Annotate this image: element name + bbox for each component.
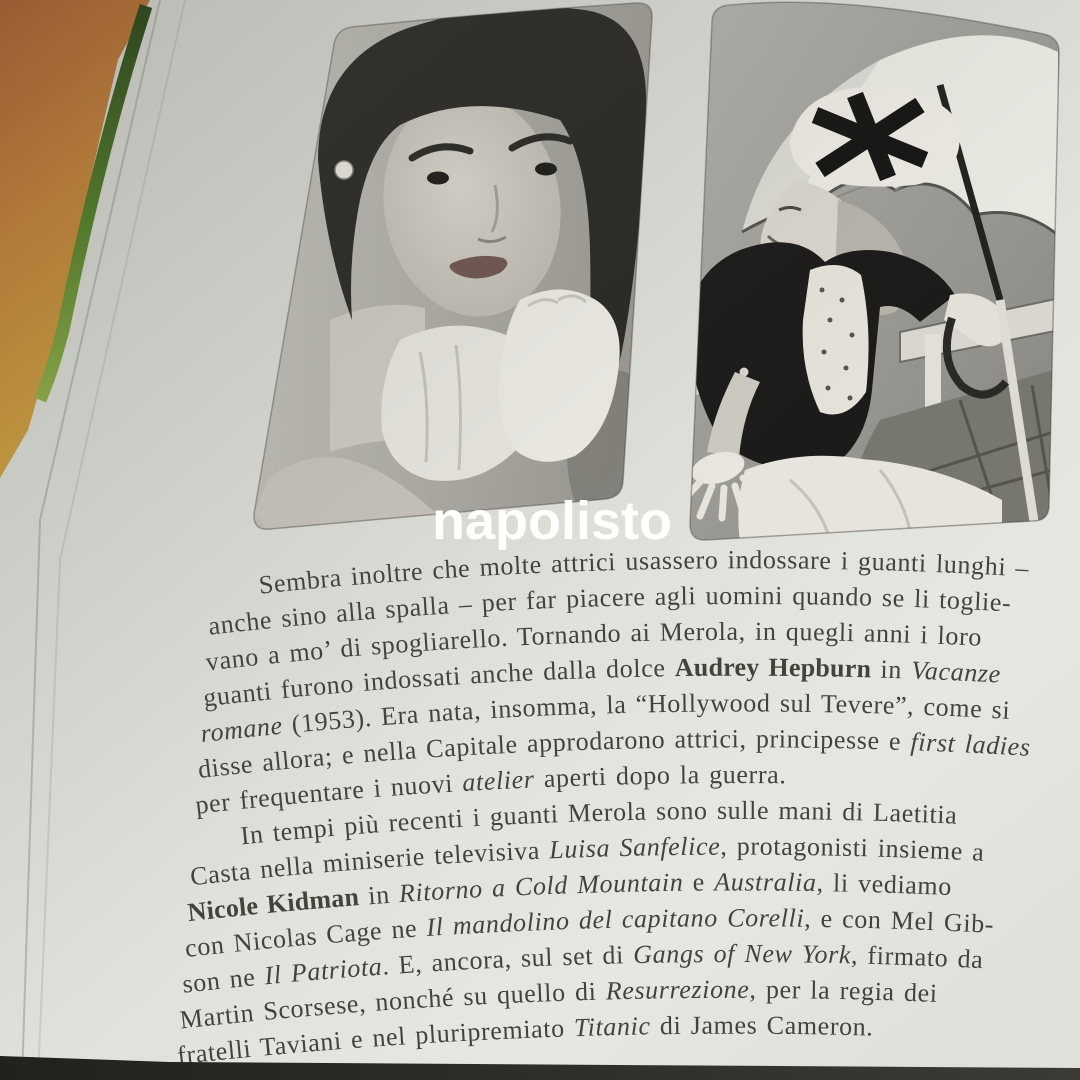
watermark: napolisto [432,491,672,551]
